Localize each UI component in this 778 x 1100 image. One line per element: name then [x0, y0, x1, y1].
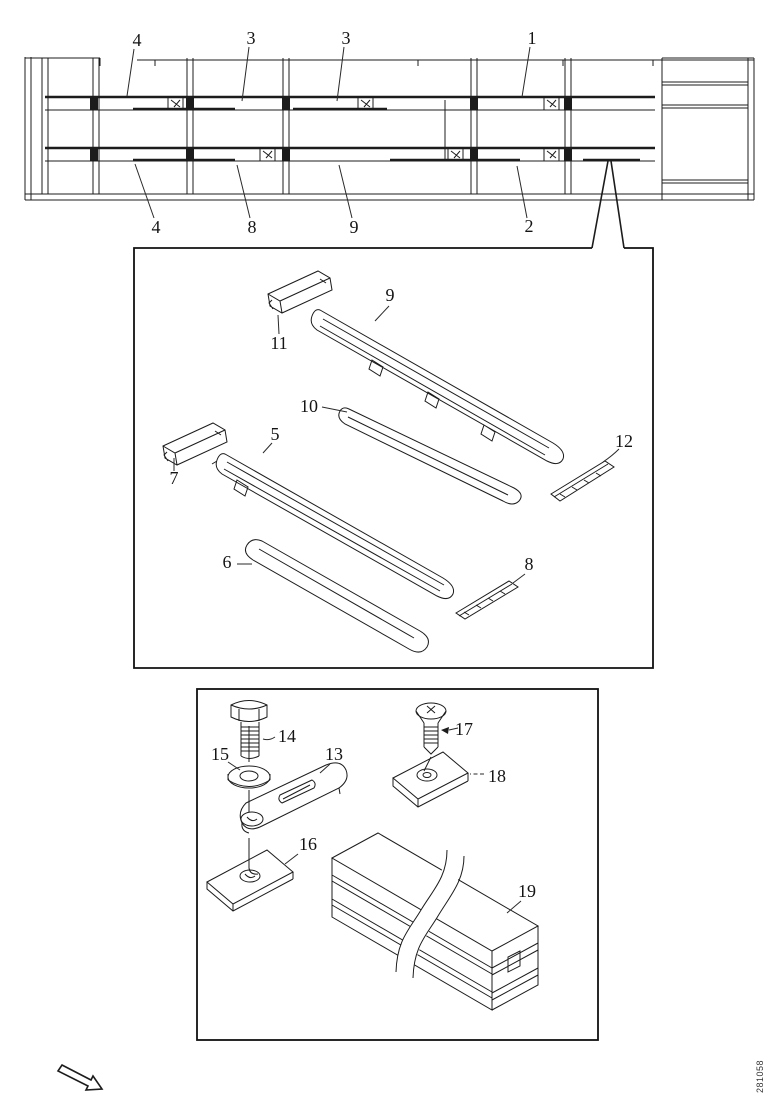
flight-direction-arrow-icon: [58, 1065, 102, 1090]
hardware-box-border: [197, 689, 598, 1040]
part-6-strip: [237, 540, 428, 652]
callout-13: 13: [325, 744, 343, 764]
callout-4-top: 4: [132, 30, 142, 50]
frame-lines: [25, 57, 754, 200]
rail-thick-edges: [45, 97, 655, 160]
callout-10: 10: [300, 396, 318, 416]
callout-3-right: 3: [341, 28, 351, 48]
right-end-section: [662, 58, 754, 200]
part-8-strip: [456, 574, 525, 619]
callout-14: 14: [278, 726, 296, 746]
overview-drawing: [25, 28, 754, 237]
callout-7: 7: [169, 468, 179, 488]
part-9-rail: [311, 306, 563, 464]
detail-pointer: [592, 161, 624, 248]
callout-9: 9: [385, 285, 395, 305]
callout-8: 8: [524, 554, 534, 574]
part-19-track-extrusion: [332, 833, 538, 1010]
callout-17: 17: [455, 719, 473, 739]
callout-3-left: 3: [246, 28, 256, 48]
fittings-detail-box: [134, 248, 653, 668]
callout-19: 19: [518, 881, 536, 901]
part-12-strip: [551, 449, 619, 501]
bolt-assembly-axis: [249, 726, 258, 874]
part-5-rail: [212, 443, 454, 599]
part-10-strip: [322, 407, 521, 504]
callout-16: 16: [299, 834, 317, 854]
callout-18: 18: [488, 766, 506, 786]
figure-number: 281058: [755, 1059, 765, 1093]
callout-11: 11: [270, 333, 288, 353]
callout-1: 1: [527, 28, 537, 48]
rail-post-marks: [90, 97, 572, 161]
callout-5: 5: [270, 424, 280, 444]
part-18-nut-plate: [393, 752, 484, 807]
callout-15: 15: [211, 744, 229, 764]
part-7-bracket: [163, 423, 227, 471]
callout-4-bottom: 4: [151, 217, 161, 237]
part-17-screw: [416, 703, 458, 771]
part-15-washer: [228, 762, 270, 788]
part-11-bracket: [268, 271, 332, 334]
leader-arrowhead: [441, 727, 449, 734]
callout-8-overview: 8: [247, 217, 257, 237]
part-16-backing-plate: [207, 850, 298, 911]
rail-clip-marks: [168, 97, 559, 161]
callout-9-overview: 9: [349, 217, 359, 237]
part-14-bolt: [231, 701, 275, 759]
callout-12: 12: [615, 431, 633, 451]
callout-6: 6: [222, 552, 232, 572]
hardware-detail-box: [197, 689, 598, 1040]
fittings-box-border: [134, 248, 653, 668]
break-mask: [396, 838, 464, 978]
callout-2: 2: [524, 216, 534, 236]
frame-posts: [42, 58, 571, 194]
